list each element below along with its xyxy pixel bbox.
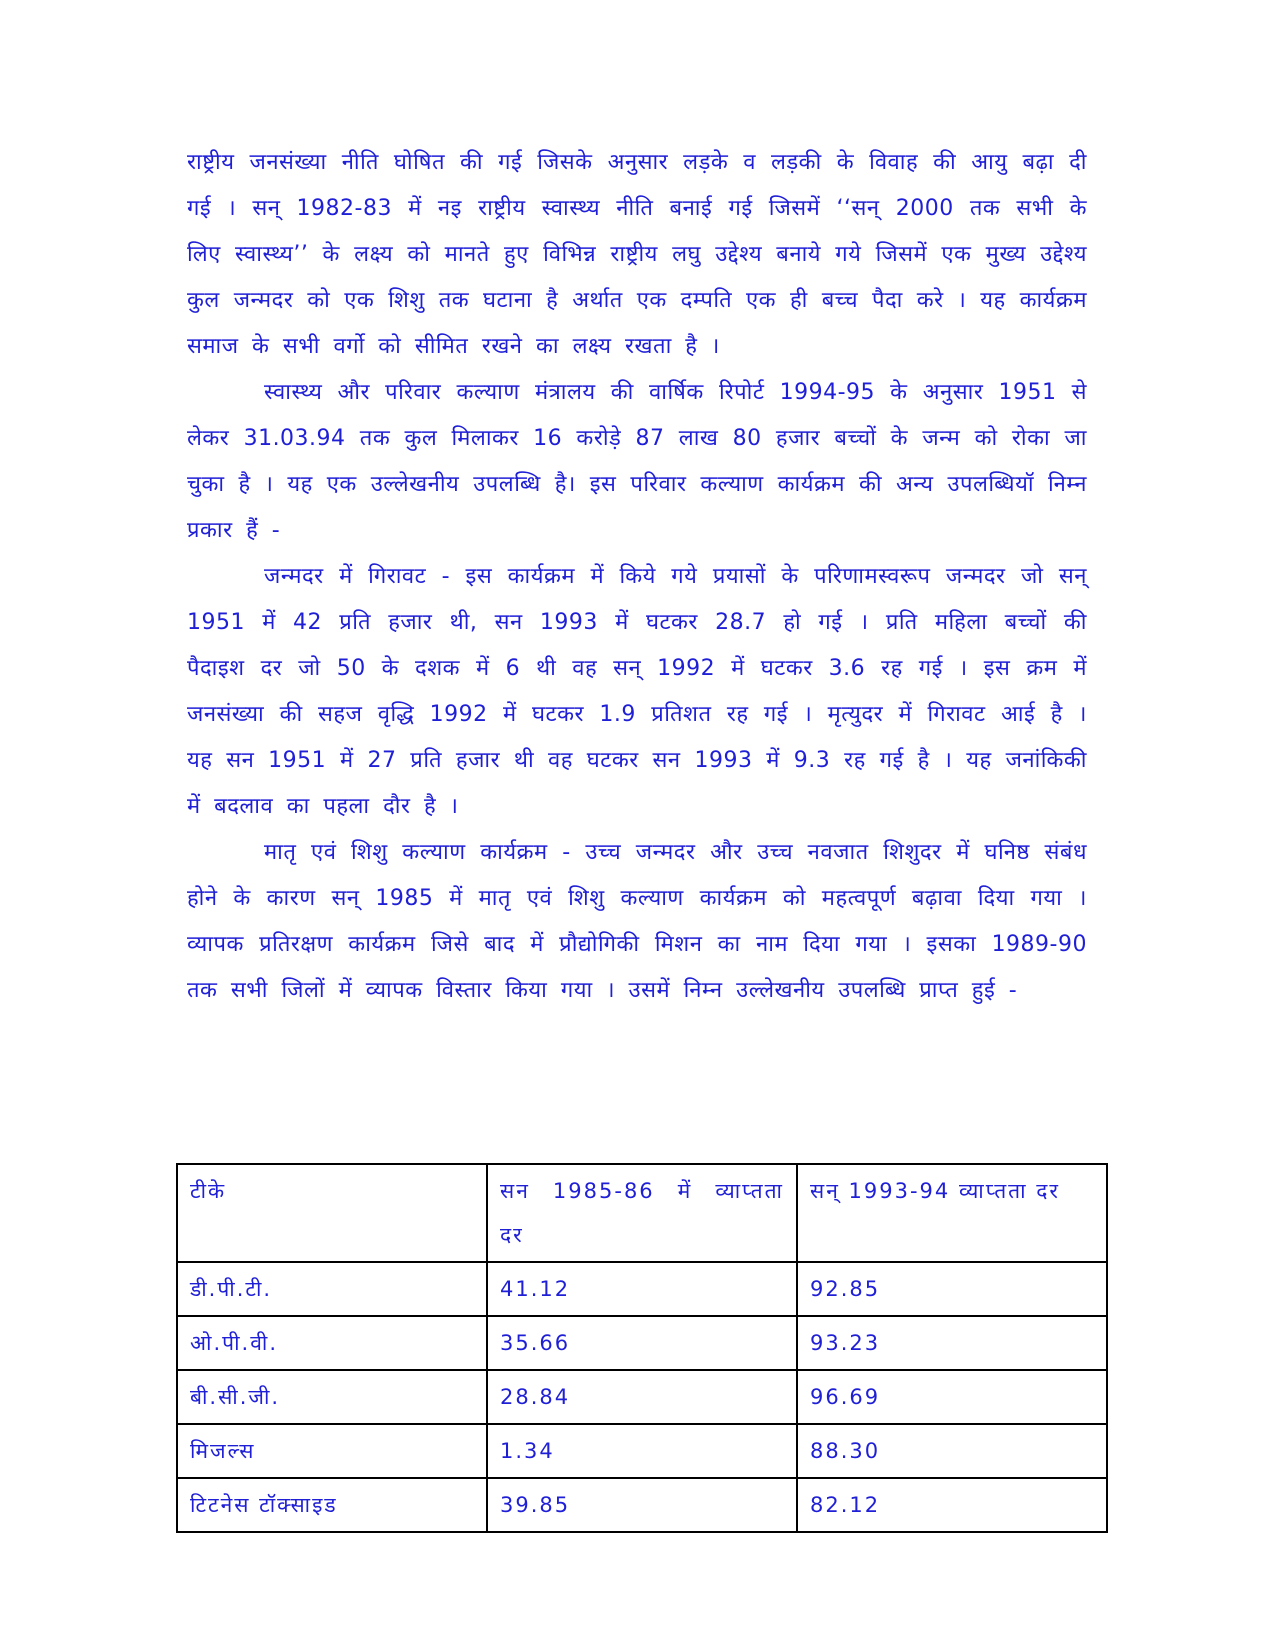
table-row — [177, 1370, 1107, 1424]
coverage-1985-86: 28.84 — [487, 1370, 797, 1424]
vaccine-name: डी.पी.टी. — [177, 1262, 487, 1316]
header-vaccine: टीके — [177, 1164, 487, 1262]
coverage-1985-86: 41.12 — [487, 1262, 797, 1316]
coverage-1993-94: 93.23 — [797, 1316, 1107, 1370]
table-header-row — [177, 1164, 1107, 1262]
vaccine-name: बी.सी.जी. — [177, 1370, 487, 1424]
coverage-1985-86: 39.85 — [487, 1478, 797, 1532]
coverage-1985-86: 1.34 — [487, 1424, 797, 1478]
table-row — [177, 1478, 1107, 1532]
header-coverage-1993-94: सन् 1993-94 व्याप्तता दर — [797, 1164, 1107, 1262]
body-text — [187, 140, 1087, 1014]
coverage-1993-94: 88.30 — [797, 1424, 1107, 1478]
paragraph-ministry-report: स्वास्थ्य और परिवार कल्याण मंत्रालय की वार्षिक रिपोर्ट 1994-95 के अनुसार 1951 से लेकर 31.03.94 तक कुल मिलाकर 16 करोड़े 87 लाख 80 हजार बच्चों के जन्म को रोका जा चुका है । यह एक उल्लेखनीय उपलब्धि है। इस परिवार कल्याण कार्यक्रम की अन्य उपलब्धियॉ निम्न प्रकार हैं - — [187, 380, 1087, 543]
coverage-1993-94: 92.85 — [797, 1262, 1107, 1316]
paragraph-birthrate-decline: जन्मदर में गिरावट - इस कार्यक्रम में किये गये प्रयासों के परिणामस्वरूप जन्मदर जो सन् 1951 में 42 प्रति हजार थी, सन 1993 में घटकर 28.7 हो गई । प्रति महिला बच्चों की पैदाइश दर जो 50 के दशक में 6 थी वह सन् 1992 में घटकर 3.6 रह गई । इस क्रम में जनसंख्या की सहज वृद्धि 1992 में घटकर 1.9 प्रतिशत रह गई । मृत्युदर में गिरावट आई है । यह सन 1951 में 27 प्रति हजार थी वह घटकर सन 1993 में 9.3 रह गई है । यह जनांकिकी में बदलाव का पहला दौर है । — [187, 564, 1087, 819]
paragraph-mother-child-welfare: मातृ एवं शिशु कल्याण कार्यक्रम - उच्च जन्मदर और उच्च नवजात शिशुदर में घनिष्ठ संबंध होने के कारण सन् 1985 में मातृ एवं शिशु कल्याण कार्यक्रम को महत्वपूर्ण बढ़ावा दिया गया । व्यापक प्रतिरक्षण कार्यक्रम जिसे बाद में प्रौद्योगिकी मिशन का नाम दिया गया । इसका 1989-90 तक सभी जिलों में व्यापक विस्तार किया गया । उसमें निम्न उल्लेखनीय उपलब्धि प्राप्त हुई - — [187, 840, 1087, 1003]
coverage-1985-86: 35.66 — [487, 1316, 797, 1370]
coverage-1993-94: 96.69 — [797, 1370, 1107, 1424]
coverage-1993-94: 82.12 — [797, 1478, 1107, 1532]
vaccine-name: टिटनेस टॉक्साइड — [177, 1478, 487, 1532]
vaccination-coverage-table — [176, 1163, 1108, 1533]
vaccine-name: मिजल्स — [177, 1424, 487, 1478]
header-coverage-1985-86: सन 1985-86 में व्याप्तता दर — [487, 1164, 797, 1262]
paragraph-population-policy: राष्ट्रीय जनसंख्या नीति घोषित की गई जिसके अनुसार लड़के व लड़की के विवाह की आयु बढ़ा दी गई । सन् 1982-83 में नइ राष्ट्रीय स्वास्थ्य नीति बनाई गई जिसमें ‘‘सन् 2000 तक सभी के लिए स्वास्थ्य’’ के लक्ष्य को मानते हुए विभिन्न राष्ट्रीय लघु उद्देश्य बनाये गये जिसमें एक मुख्य उद्देश्य कुल जन्मदर को एक शिशु तक घटाना है अर्थात एक दम्पति एक ही बच्च पैदा करे । यह कार्यक्रम समाज के सभी वर्गो को सीमित रखने का लक्ष्य रखता है । — [187, 150, 1087, 359]
vaccine-name: ओ.पी.वी. — [177, 1316, 487, 1370]
table-row — [177, 1424, 1107, 1478]
table-row — [177, 1316, 1107, 1370]
table-row — [177, 1262, 1107, 1316]
